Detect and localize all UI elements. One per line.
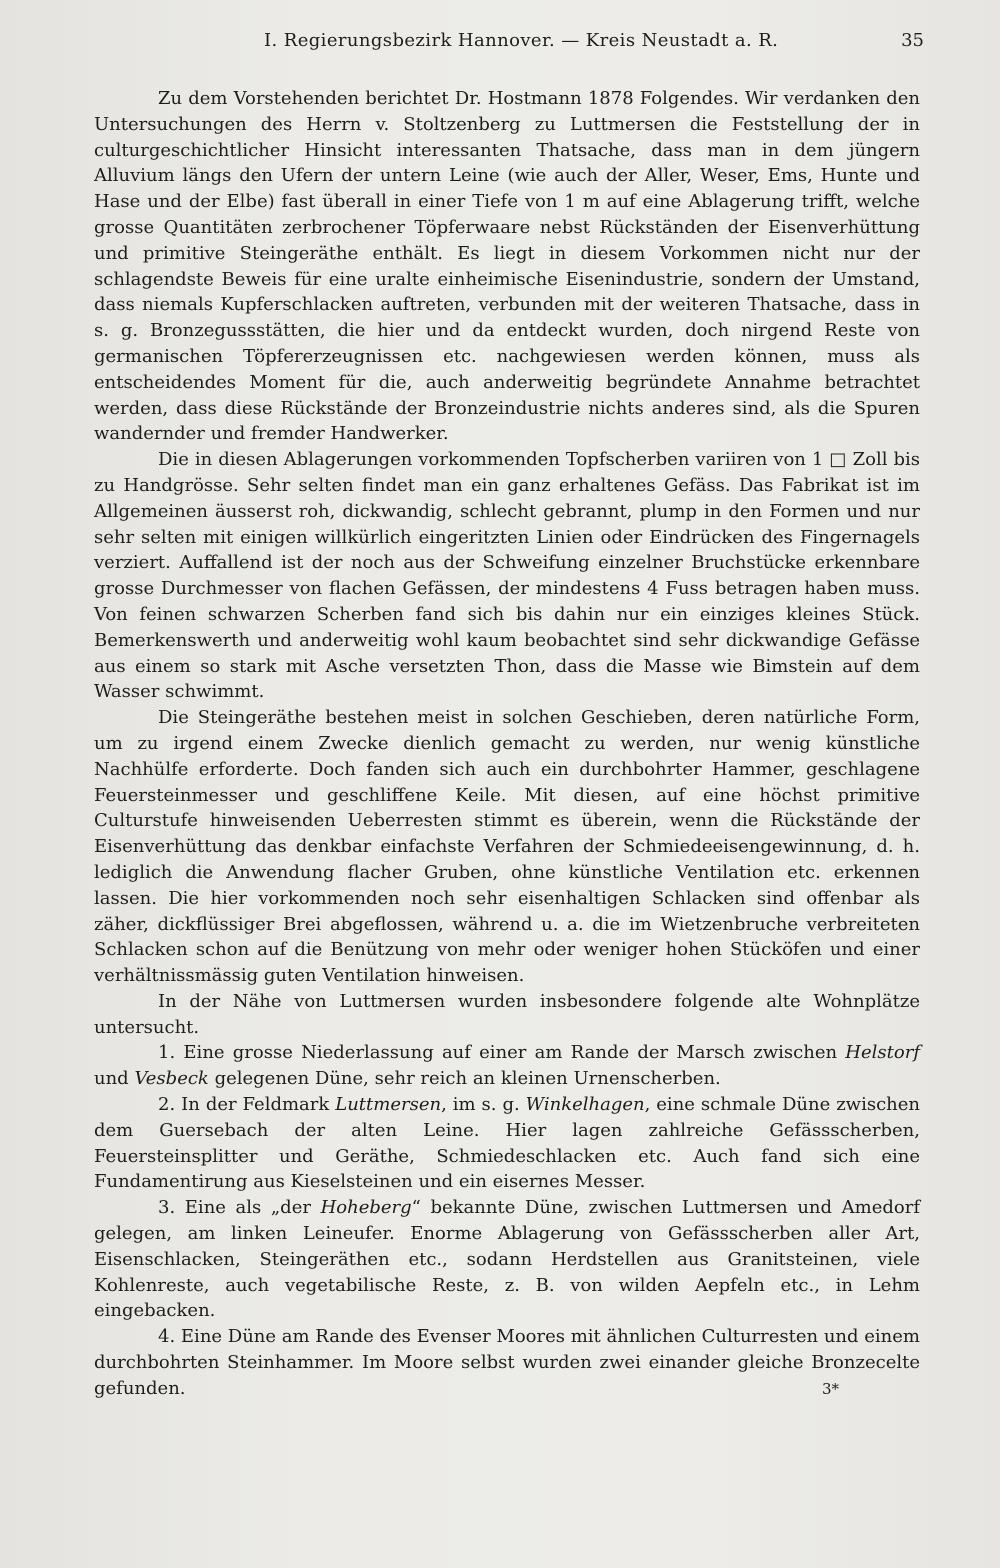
list-item-number: 4. xyxy=(158,1326,176,1348)
list-item xyxy=(94,1092,920,1195)
list-item-text: Eine Düne am Rande des Evenser Moores mit ähnlichen Culturresten und einem durchbohrten Steinhammer. Im Moore selbst wurden zwei einander gleiche Bronzecelte gefunden. xyxy=(94,1326,920,1399)
paragraph: Die in diesen Ablagerungen vorkommenden Topfscherben variiren von 1 □ Zoll bis zu Handgrösse. Sehr selten findet man ein ganz erhaltenes Gefäss. Das Fabrikat ist im Allgemeinen äusserst roh, dickwandig, schlecht gebrannt, plump in den Formen und nur sehr selten mit einigen willkürlich eingeritzten Linien oder Eindrücken des Fingernagels verziert. Auffallend ist der noch aus der Schweifung einzelner Bruchstücke erkennbare grosse Durchmesser von flachen Gefässen, der mindestens 4 Fuss betragen haben muss. Von feinen schwarzen Scherben fand sich bis dahin nur ein einziges kleines Stück. Bemerkenswerth und anderweitig wohl kaum beobachtet sind sehr dickwandige Gefässe aus einem so stark mit Asche versetzten Thon, dass die Masse wie Bimstein auf dem Wasser schwimmt. xyxy=(94,449,920,703)
list-item-text: gelegenen Düne, sehr reich an kleinen Urnenscherben. xyxy=(208,1068,721,1090)
list-item-text: Eine grosse Niederlassung auf einer am Rande der Marsch zwischen xyxy=(183,1042,846,1064)
place-name: Vesbeck xyxy=(134,1068,209,1090)
list-item xyxy=(94,1324,920,1401)
list-item-text: Eine als „der xyxy=(184,1197,321,1219)
list-item-text: In der Feldmark xyxy=(181,1094,336,1116)
paragraph: Zu dem Vorstehenden berichtet Dr. Hostmann 1878 Folgendes. Wir verdanken den Untersuchungen des Herrn v. Stoltzenberg zu Luttmersen die Feststellung der in culturgeschichtlicher Hinsicht interessanten Thatsache, dass man in dem jüngern Alluvium längs den Ufern der untern Leine (wie auch der Aller, Weser, Ems, Hunte und Hase und der Elbe) fast überall in einer Tiefe von 1 m auf eine Ablagerung trifft, welche grosse Quantitäten zerbrochener Töpferwaare nebst Rückständen der Eisenverhüttung und primitive Steingeräthe enthält. Es liegt in diesem Vorkommen nicht nur der schlagendste Beweis für eine uralte einheimische Eisenindustrie, sondern der Umstand, dass niemals Kupferschlacken auftreten, verbunden mit der weiteren Thatsache, dass in s. g. Bronzegussstätten, die hier und da entdeckt wurden, doch nirgend Reste von germanischen Töpfererzeugnissen etc. nachgewiesen werden können, muss als entscheidendes Moment für die, auch anderweitig begründete Annahme betrachtet werden, dass diese Rückstände der Bronzeindustrie nichts anderes sind, als die Spuren wandernder und fremder Handwerker. xyxy=(94,88,920,445)
running-header xyxy=(94,30,924,62)
place-name: Helstorf xyxy=(845,1042,920,1064)
header-title: I. Regierungsbezirk Hannover. — Kreis Neustadt a. R. xyxy=(264,30,779,51)
signature-mark: 3* xyxy=(822,1380,840,1398)
list-item-text: , eine schmale Düne zwischen dem Guersebach der alten Leine. Hier lagen zahlreiche Gefässscherben, Feuersteinsplitter und Geräthe, Schmiedeschlacken etc. Auch fand sich eine Fundamentirung aus Kieselsteinen und ein eisernes Messer. xyxy=(94,1094,920,1193)
paragraph: In der Nähe von Luttmersen wurden insbesondere folgende alte Wohnplätze untersucht. xyxy=(94,990,920,1038)
place-name: Winkelhagen xyxy=(525,1094,645,1116)
list-item-text: und xyxy=(94,1068,135,1090)
list-item-number: 3. xyxy=(158,1197,176,1219)
list-item-number: 2. xyxy=(158,1094,176,1116)
list-item xyxy=(94,1195,920,1324)
page-number: 35 xyxy=(901,30,924,51)
body-text xyxy=(94,86,920,1402)
list-item-text: “ bekannte Düne, zwischen Luttmersen und Amedorf gelegen, am linken Leineufer. Enorme Ablagerung von Gefässscherben aller Art, Eisenschlacken, Steingeräthen etc., sodann Herdstellen aus Granitsteinen, viele Kohlenreste, auch vegetabilische Reste, z. B. von wilden Aepfeln etc., in Lehm eingebacken. xyxy=(94,1197,920,1322)
place-name: Luttmersen xyxy=(335,1094,442,1116)
list-item-text: , im s. g. xyxy=(441,1094,526,1116)
list-item-number: 1. xyxy=(158,1042,176,1064)
paragraph: Die Steingeräthe bestehen meist in solchen Geschieben, deren natürliche Form, um zu irgend einem Zwecke dienlich gemacht zu werden, nur wenig künstliche Nachhülfe erforderte. Doch fanden sich auch ein durchbohrter Hammer, geschlagene Feuersteinmesser und geschliffene Keile. Mit diesen, auf eine höchst primitive Culturstufe hinweisenden Ueberresten stimmt es überein, wenn die Rückstände der Eisenverhüttung das denkbar einfachste Verfahren der Schmiedeeisengewinnung, d. h. lediglich die Anwendung flacher Gruben, ohne künstliche Ventilation etc. erkennen lassen. Die hier vorkommenden noch sehr eisenhaltigen Schlacken sind offenbar als zäher, dickflüssiger Brei abgeflossen, während u. a. die im Wietzenbruche verbreiteten Schlacken schon auf die Benützung von mehr oder weniger hohen Stücköfen und einer verhältnissmässig guten Ventilation hinweisen. xyxy=(94,707,920,987)
list-item xyxy=(94,1040,920,1092)
place-name: Hoheberg xyxy=(320,1197,412,1219)
